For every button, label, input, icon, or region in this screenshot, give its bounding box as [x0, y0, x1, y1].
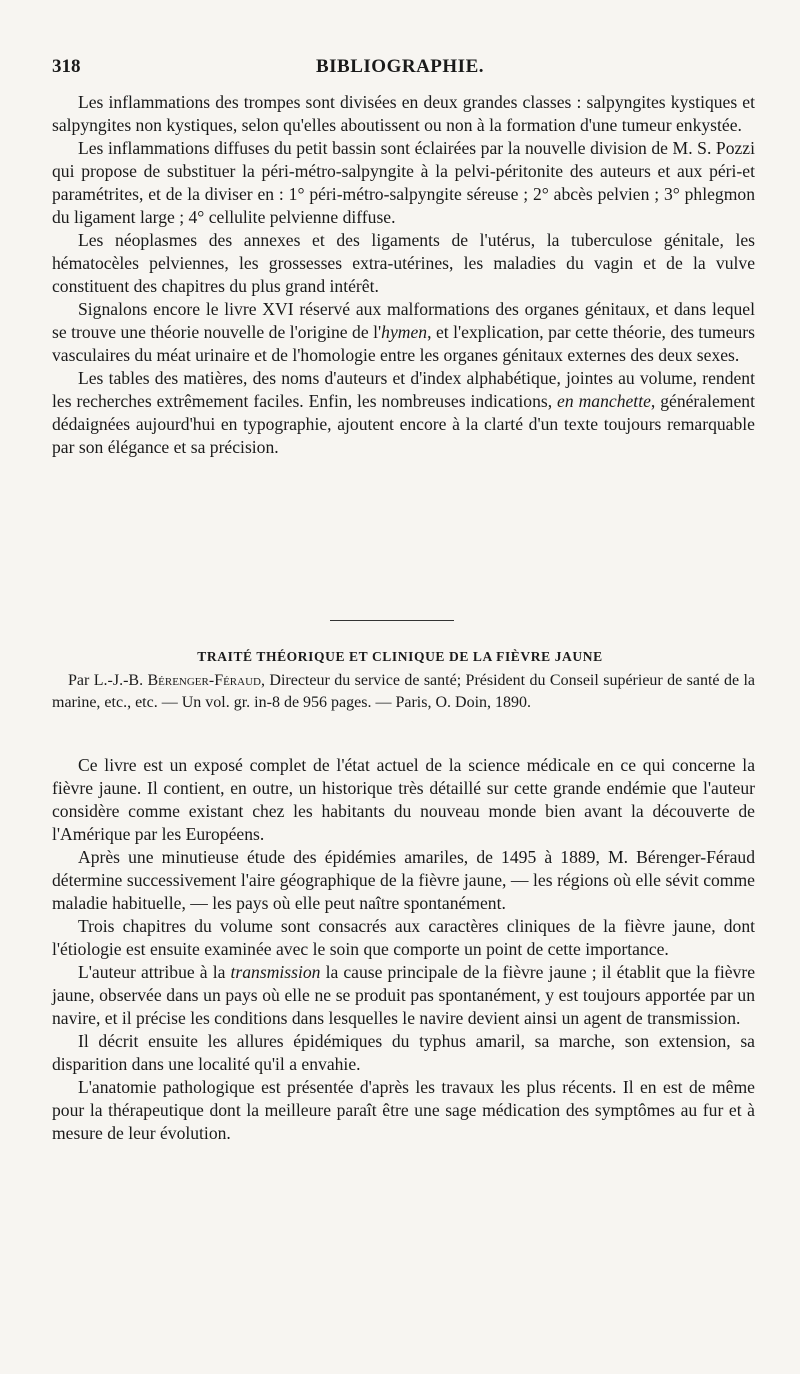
book-title: TRAITÉ THÉORIQUE ET CLINIQUE DE LA FIÈVRE JAUNE	[197, 649, 603, 664]
author-name: Bérenger-Féraud	[147, 672, 261, 689]
running-title: BIBLIOGRAPHIE.	[315, 56, 484, 77]
paragraph: Ce livre est un exposé complet de l'état actuel de la science médicale en ce qui concerne la fièvre jaune. Il contient, en outre, un historique très détaillé sur cette grande endémie que l'auteur considère comme existant chez les habitants du nouveau monde bien avant la découverte de l'Amérique par les Européens.	[52, 755, 755, 844]
section-divider	[330, 620, 454, 621]
review-continued	[52, 91, 755, 459]
paragraph: Les tables des matières, des noms d'auteurs et d'index alphabétique, jointes au volume, rendent les recherches extrêmement faciles. Enfin, les nombreuses indications, en manchette, généralement dédaignées aujourd'hui en typographie, ajoutent encore à la clarté d'un texte toujours remarquable par son élégance et sa précision.	[52, 368, 755, 457]
emphasis: en manchette	[557, 391, 651, 411]
book-review	[52, 754, 755, 1145]
paragraph: Trois chapitres du volume sont consacrés aux caractères cliniques de la fièvre jaune, dont l'étiologie est ensuite examinée avec le soin que comporte un point de cette importance.	[52, 916, 755, 959]
paragraph: Les inflammations diffuses du petit bassin sont éclairées par la nouvelle division de M. S. Pozzi qui propose de substituer la péri-métro-salpyngite à la pelvi-péritonite des auteurs et aux péri-et paramétrites, et de la diviser en : 1° péri-métro-salpyngite séreuse ; 2° abcès pelvien ; 3° phlegmon du ligament large ; 4° cellulite pelvienne diffuse.	[52, 138, 755, 227]
emphasis: hymen	[381, 322, 428, 342]
page-header	[50, 56, 750, 84]
paragraph: Les inflammations des trompes sont divisées en deux grandes classes : salpyngites kystiques et salpyngites non kystiques, selon qu'elles aboutissent ou non à la formation d'une tumeur enkystée.	[52, 92, 755, 135]
paragraph: Il décrit ensuite les allures épidémiques du typhus amaril, sa marche, son extension, sa disparition dans une localité qu'il a envahie.	[52, 1031, 755, 1074]
paragraph: L'auteur attribue à la transmission la cause principale de la fièvre jaune ; il établit que la fièvre jaune, observée dans un pays où elle ne se produit pas spontanément, y est toujours apportée par un navire, et il précise les conditions dans lesquelles le navire devient ainsi un agent de transmission.	[52, 962, 756, 1028]
paragraph: Les néoplasmes des annexes et des ligaments de l'utérus, la tuberculose génitale, les hématocèles pelviennes, les grossesses extra-utérines, les maladies du vagin et de la vulve constituent des chapitres du plus grand intérêt.	[52, 230, 755, 296]
book-citation: Par L.-J.-B. Bérenger-Féraud, Directeur du service de santé; Président du Conseil supérieur de santé de la marine, etc., etc. — Un vol. gr. in-8 de 956 pages. — Paris, O. Doin, 1890.	[52, 672, 755, 711]
page-number: 318	[52, 56, 81, 77]
paragraph: Après une minutieuse étude des épidémies amariles, de 1495 à 1889, M. Bérenger-Féraud détermine successivement l'aire géographique de la fièvre jaune, — les régions où elle sévit comme maladie habituelle, — les pays où elle peut naître spontanément.	[52, 847, 755, 913]
paragraph: Signalons encore le livre XVI réservé aux malformations des organes génitaux, et dans lequel se trouve une théorie nouvelle de l'origine de l'hymen, et l'explication, par cette théorie, des tumeurs vasculaires du méat urinaire et de l'homologie entre les organes génitaux externes des deux sexes.	[52, 299, 755, 365]
emphasis: transmission	[230, 962, 321, 982]
paragraph: L'anatomie pathologique est présentée d'après les travaux les plus récents. Il en est de même pour la thérapeutique dont la meilleure paraît être une sage médication des symptômes au fur et à mesure de leur évolution.	[52, 1077, 755, 1143]
